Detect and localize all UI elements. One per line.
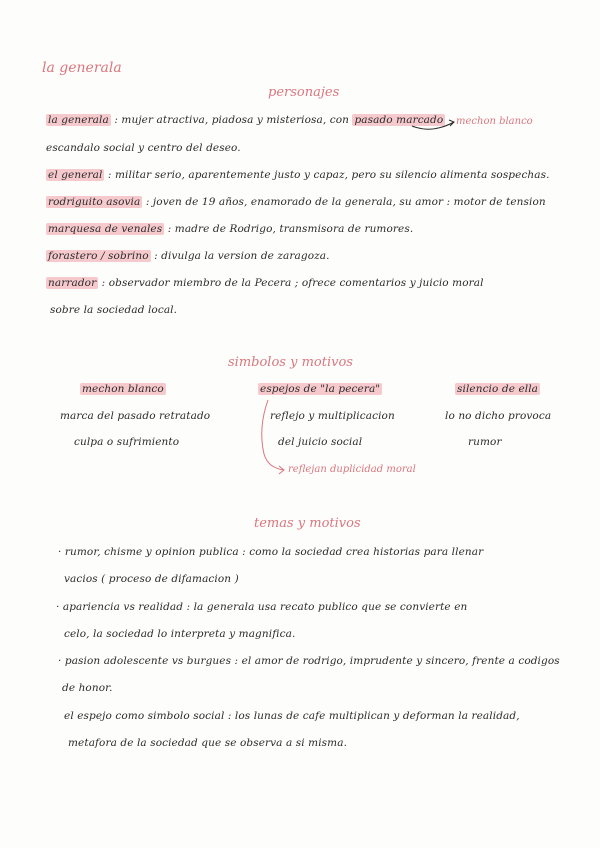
page-title: la generala — [42, 60, 122, 76]
theme-line: vacios ( proceso de difamacion ) — [64, 573, 239, 585]
character-name: el general — [48, 169, 103, 181]
section-heading-temas: temas y motivos — [254, 516, 361, 531]
character-entry-narrador — [46, 277, 484, 289]
character-entry-general — [46, 169, 550, 181]
character-entry-forastero — [46, 250, 330, 262]
theme-line: · apariencia vs realidad : la generala usa recato publico que se convierte en — [56, 601, 468, 613]
character-name: rodriguito asovia — [48, 196, 141, 208]
theme-line: · pasion adolescente vs burgues : el amor de rodrigo, imprudente y sincero, frente a codigos — [58, 655, 560, 667]
character-description: : militar serio, aparentemente justo y capaz, pero su silencio alimenta sospechas. — [107, 169, 550, 181]
character-name: la generala — [48, 114, 109, 126]
theme-line: el espejo como simbolo social : los lunas de cafe multiplican y deforman la realidad, — [64, 710, 520, 722]
symbol-line: marca del pasado retratado — [60, 410, 211, 422]
symbol-line: lo no dicho provoca — [445, 410, 552, 422]
theme-line: de honor. — [62, 682, 113, 694]
symbol-line: culpa o sufrimiento — [74, 436, 180, 448]
section-heading-personajes: personajes — [268, 85, 340, 100]
symbol-title: mechon blanco — [82, 383, 164, 395]
symbol-line: rumor — [468, 436, 502, 448]
character-description-cont: sobre la sociedad local. — [50, 304, 178, 316]
character-description: : joven de 19 años, enamorado de la generala, su amor : motor de tension — [145, 196, 546, 208]
character-name: forastero / sobrino — [48, 250, 149, 262]
character-name: narrador — [48, 277, 97, 289]
character-description: : divulga la version de zaragoza. — [154, 250, 330, 262]
character-description: : observador miembro de la Pecera ; ofrece comentarios y juicio moral — [101, 277, 484, 289]
character-description: : mujer atractiva, piadosa y misteriosa, con — [114, 114, 349, 126]
character-name: marquesa de venales — [48, 223, 163, 235]
margin-note: mechon blanco — [456, 116, 533, 127]
character-description: : madre de Rodrigo, transmisora de rumores. — [167, 223, 414, 235]
symbol-title: silencio de ella — [457, 383, 539, 395]
margin-note: reflejan duplicidad moral — [288, 464, 416, 475]
symbol-title: espejos de "la pecera" — [260, 383, 381, 395]
theme-line: metafora de la sociedad que se observa a si misma. — [68, 737, 348, 749]
theme-line: celo, la sociedad lo interpreta y magnifica. — [64, 628, 296, 640]
character-description-cont: escandalo social y centro del deseo. — [46, 142, 241, 154]
symbol-line: del juicio social — [278, 436, 363, 448]
arrow-icon — [410, 116, 460, 132]
character-entry-marquesa — [46, 223, 413, 235]
character-entry-rodrigo — [46, 196, 546, 208]
character-entry-generala — [46, 114, 445, 126]
section-heading-simbolos: simbolos y motivos — [228, 355, 353, 370]
theme-line: · rumor, chisme y opinion publica : como la sociedad crea historias para llenar — [58, 546, 484, 558]
symbol-line: reflejo y multiplicacion — [270, 410, 395, 422]
character-highlight: pasado marcado — [354, 114, 444, 126]
